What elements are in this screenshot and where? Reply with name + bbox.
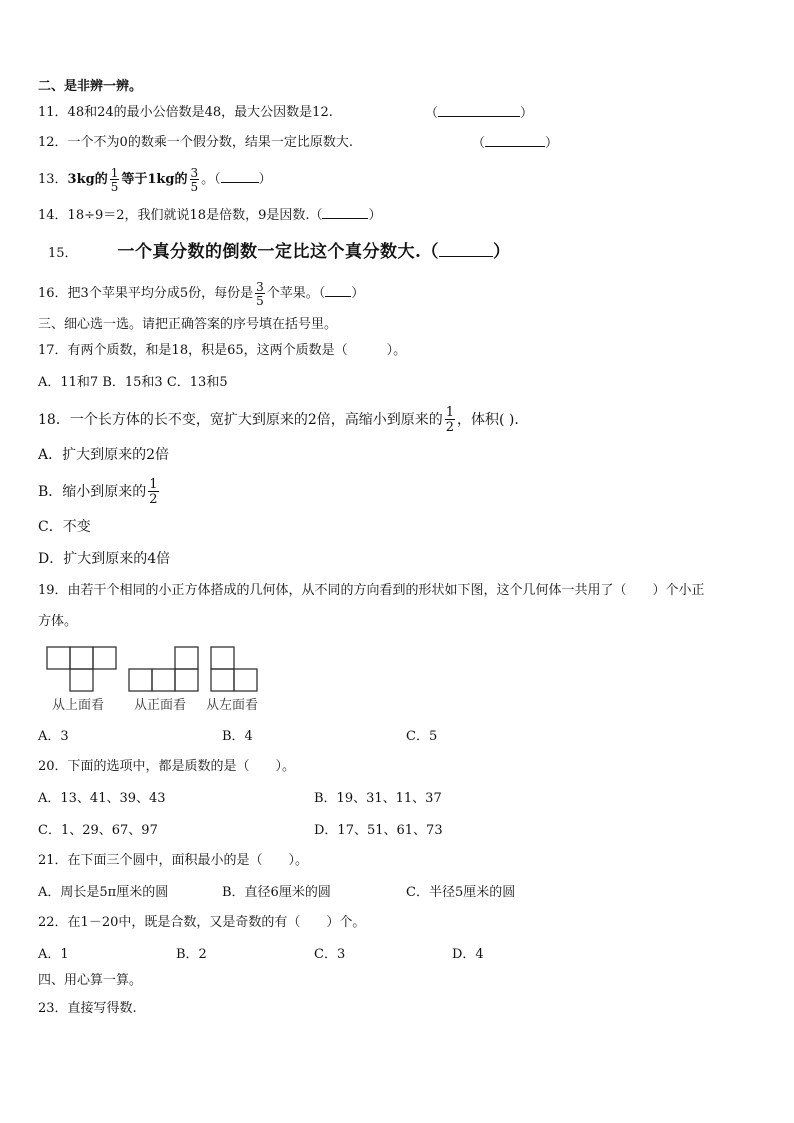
fraction: $\frac{1}{5}$ [110, 165, 119, 194]
option-b[interactable]: B．直径6厘米的圆 [222, 885, 331, 900]
fraction: $\frac{1}{2}$ [445, 405, 455, 435]
option-b[interactable]: B．4 [222, 729, 253, 744]
option-c[interactable]: C．半径5厘米的圆 [406, 885, 516, 900]
question-number: 21． [38, 853, 68, 868]
question-number: 11． [38, 105, 68, 120]
question-text: 由若干个相同的小正方体搭成的几何体，从不同的方向看到的形状如下图，这个几何体一共用了（ ）个小正 [67, 583, 705, 598]
question-number: 12． [38, 135, 68, 150]
section-heading-2: 二、是非辨一辨。 [38, 79, 143, 94]
option-d[interactable]: D．17、51、61、73 [314, 823, 443, 838]
question-23 [38, 1000, 137, 1018]
question-text: 48和24的最小公倍数是48，最大公因数是12. [67, 105, 333, 120]
question-16: 16．把3个苹果平均分成5份，每份是 $\frac{3}{5}$ 个苹果。（ ） [38, 279, 365, 308]
question-19 [38, 582, 705, 600]
question-text: 有两个质数，和是18，积是65，这两个质数是（ ）。 [67, 343, 407, 358]
question-text: 一个不为0的数乘一个假分数，结果一定比原数大. [67, 135, 353, 150]
question-number: 20． [38, 759, 68, 774]
question-17 [38, 342, 406, 360]
option-c[interactable]: C．3 [314, 947, 346, 962]
section-heading-3: 三、细心选一选。请把正确答案的序号填在括号里。 [38, 317, 338, 332]
question-number: 13． [38, 172, 68, 187]
figure-caption-front: 从正面看 [134, 698, 187, 713]
figure-caption-top: 从上面看 [52, 698, 105, 713]
option-c[interactable]: C．5 [406, 729, 438, 744]
fraction: $\frac{1}{2}$ [149, 477, 158, 507]
question-number: 17． [38, 343, 68, 358]
option-a[interactable]: A．3 [38, 729, 69, 744]
question-text: 18÷9＝2，我们就说18是倍数，9是因数.（ [67, 208, 323, 223]
fraction: $\frac{3}{5}$ [256, 279, 264, 308]
option-a[interactable]: A．1 [38, 947, 69, 962]
figure-caption-left: 从左面看 [206, 698, 259, 713]
answer-blank-11[interactable]: （ ） [425, 106, 534, 121]
question-number: 15． [48, 246, 78, 261]
front-view-figure [128, 646, 200, 692]
option-a[interactable]: A．周长是5π厘米的圆 [38, 885, 169, 900]
question-text: 一个长方体的长不变，宽扩大到原来的2倍，高缩小到原来的 [69, 412, 443, 428]
option-a[interactable]: A．13、41、39、43 [38, 791, 166, 806]
question-12 [38, 134, 353, 152]
question-number: 14． [38, 208, 68, 223]
question-13: 13．3kg的 $\frac{1}{5}$ 等于1kg的 $\frac{3}{5}$ 。（ ） [38, 165, 272, 194]
question-text: 一个真分数的倒数一定比这个真分数大.（ [117, 242, 439, 262]
question-number: 22． [38, 915, 68, 930]
option-d[interactable]: D．4 [452, 947, 484, 962]
answer-blank-12[interactable]: （ ） [472, 136, 559, 151]
question-14: 14．18÷9＝2，我们就说18是倍数，9是因数.（ ） [38, 208, 382, 223]
blank-line[interactable] [438, 104, 520, 117]
question-text: 在下面三个圆中，面积最小的是（ ）。 [67, 853, 309, 868]
answer-blank-15[interactable] [439, 244, 493, 257]
fraction: $\frac{3}{5}$ [190, 165, 199, 194]
question-text: 直接写得数. [67, 1001, 137, 1016]
question-text: 在1－20中，既是合数，又是奇数的有（ ）个。 [67, 915, 366, 930]
question-20 [38, 758, 295, 776]
question-15: 15． 一个真分数的倒数一定比这个真分数大.（ ） [48, 242, 511, 262]
section-heading-4: 四、用心算一算。 [38, 973, 143, 988]
answer-blank-16[interactable] [325, 284, 351, 297]
question-22 [38, 914, 365, 932]
option-b[interactable]: B．缩小到原来的 $\frac{1}{2}$ [38, 477, 158, 507]
question-number: 18． [38, 412, 70, 428]
blank-line[interactable] [485, 134, 545, 147]
question-21 [38, 852, 308, 870]
question-number: 23． [38, 1001, 68, 1016]
question-11 [38, 104, 333, 122]
top-view-figure [46, 646, 120, 692]
option-a[interactable]: A．扩大到原来的2倍 [38, 447, 170, 463]
option-c[interactable]: C．不变 [38, 519, 91, 535]
option-b[interactable]: B．2 [176, 947, 207, 962]
question-18: 18．一个长方体的长不变，宽扩大到原来的2倍，高缩小到原来的 $\frac{1}{2}$ ，体积( ). [38, 405, 519, 435]
left-view-figure [210, 646, 260, 692]
question-text: 下面的选项中，都是质数的是（ ）。 [67, 759, 296, 774]
question-number: 19． [38, 583, 68, 598]
option-b[interactable]: B．19、31、11、37 [314, 791, 442, 806]
answer-blank-13[interactable] [221, 170, 259, 183]
question-number: 16． [38, 286, 68, 301]
option-d[interactable]: D．扩大到原来的4倍 [38, 551, 171, 567]
question-19-continued: 方体。 [38, 614, 78, 629]
answer-blank-14[interactable] [322, 206, 368, 219]
question-17-options[interactable]: A．11和7 B．15和3 C．13和5 [38, 375, 228, 390]
option-c[interactable]: C．1、29、67、97 [38, 823, 158, 838]
